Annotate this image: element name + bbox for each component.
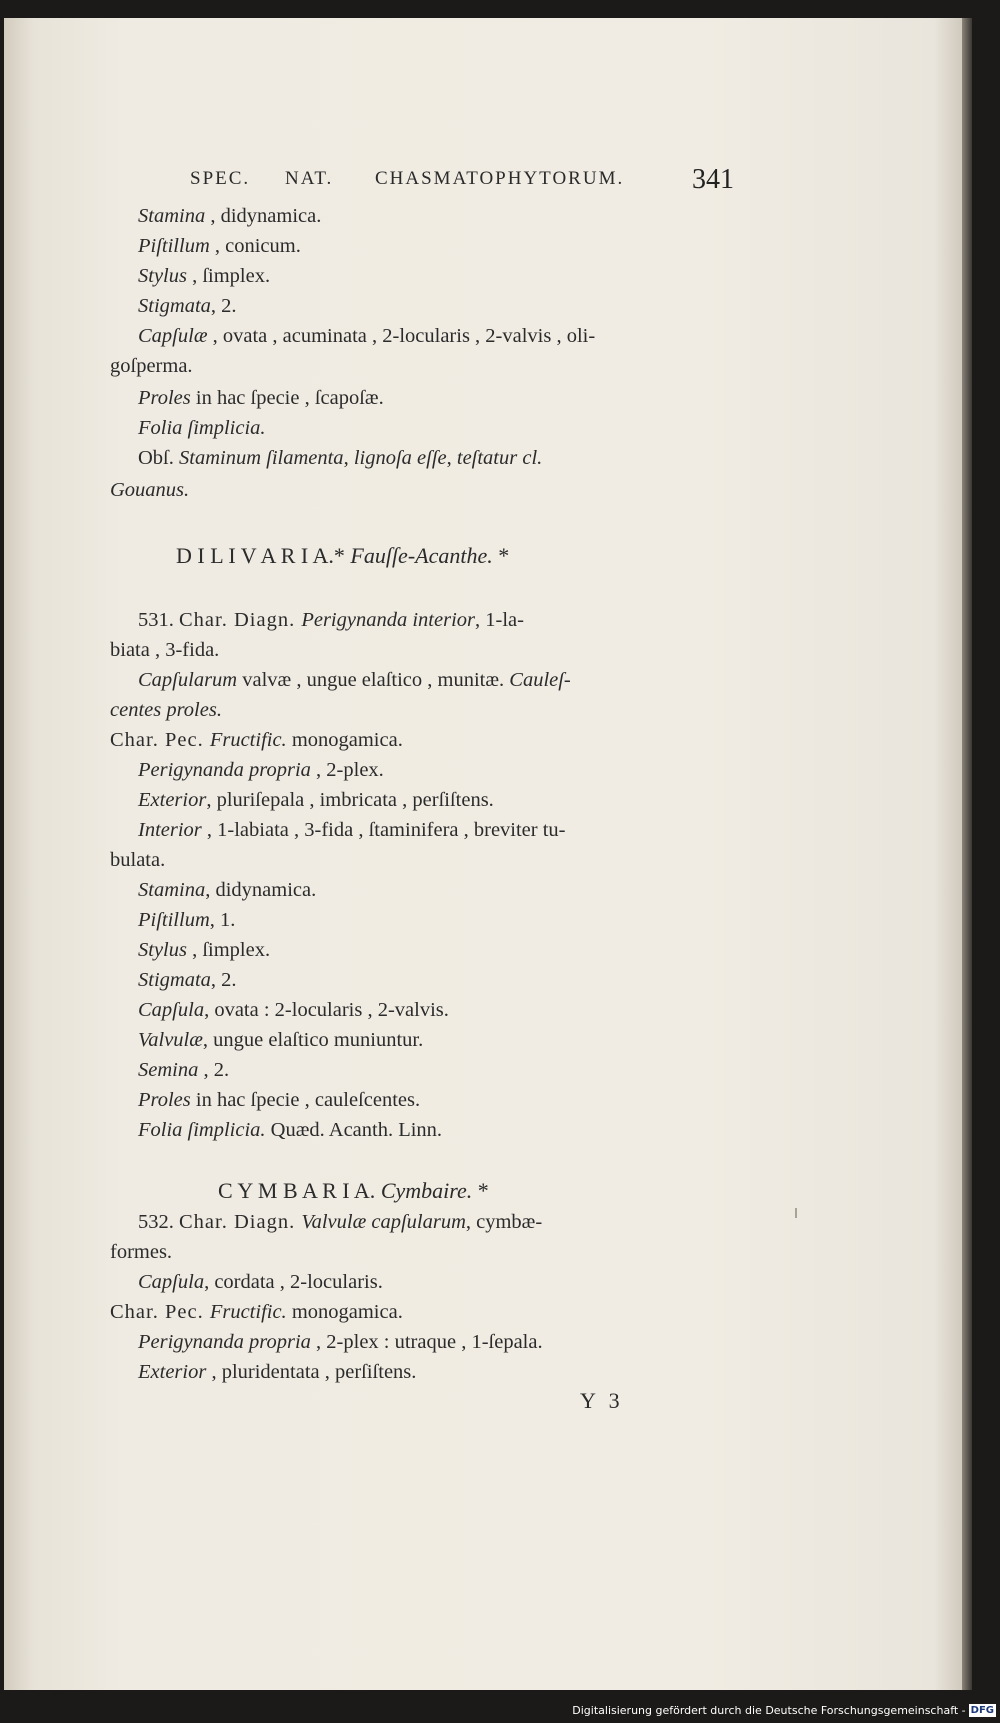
text-line: Perigynanda propria , 2-plex : utraque , 1-ſepala. bbox=[138, 1331, 543, 1353]
text-line: Capſularum valvæ , ungue elaſtico , munitæ. Cauleſ- bbox=[138, 669, 571, 691]
text-line: Gouanus. bbox=[110, 479, 190, 501]
text-line: Semina , 2. bbox=[138, 1059, 230, 1081]
genus-heading: C Y M B A R I A. Cymbaire. * bbox=[218, 1178, 489, 1203]
text-line: bulata. bbox=[110, 849, 166, 871]
genus-french: Fauſſe-Acanthe. bbox=[350, 543, 493, 568]
text-line: Exterior, pluriſepala , imbricata , perſiſtens. bbox=[138, 789, 494, 811]
genus-french: Cymbaire. bbox=[380, 1178, 473, 1203]
text-line: Piſtillum, 1. bbox=[138, 909, 236, 931]
text-line: Perigynanda propria , 2-plex. bbox=[138, 759, 384, 781]
text-line: 532. Char. Diagn. Valvulæ capſularum, cymbæ- bbox=[138, 1211, 543, 1233]
text-line: Char. Pec. Fructific. monogamica. bbox=[110, 729, 403, 751]
genus-title: D I L I V A R I A.* bbox=[176, 543, 345, 568]
text-line: formes. bbox=[110, 1241, 173, 1263]
text-line: Piſtillum , conicum. bbox=[138, 235, 301, 257]
text-line: goſperma. bbox=[110, 355, 193, 377]
signature-mark: Y 3 bbox=[580, 1388, 624, 1413]
text-line: Exterior , pluridentata , perſiſtens. bbox=[138, 1361, 417, 1383]
page-edge bbox=[962, 18, 972, 1690]
text-line: Stylus , ſimplex. bbox=[138, 265, 271, 287]
text-line: Proles in hac ſpecie , cauleſcentes. bbox=[138, 1089, 421, 1111]
text-line: biata , 3-fida. bbox=[110, 639, 220, 661]
text-line: Valvulæ, ungue elaſtico muniuntur. bbox=[138, 1029, 424, 1051]
genus-heading: D I L I V A R I A.* Fauſſe-Acanthe. * bbox=[176, 543, 510, 568]
text-line: Capſula, cordata , 2-locularis. bbox=[138, 1271, 383, 1293]
page-number: 341 bbox=[692, 164, 734, 195]
text-line: Folia ſimplicia. Quæd. Acanth. Linn. bbox=[138, 1119, 443, 1141]
genus-title: C Y M B A R I A. bbox=[218, 1178, 376, 1203]
text-line: Interior , 1-labiata , 3-fida , ſtaminifera , breviter tu- bbox=[138, 819, 566, 841]
header-right: CHASMATOPHYTORUM. bbox=[375, 168, 625, 189]
text-line: Capſula, ovata : 2-locularis , 2-valvis. bbox=[138, 999, 449, 1021]
dfg-logo: DFG bbox=[970, 1704, 994, 1716]
text-line: Char. Pec. Fructific. monogamica. bbox=[110, 1301, 403, 1323]
text-line: centes proles. bbox=[110, 699, 222, 721]
text-line: 531. Char. Diagn. Perigynanda interior, 1-la- bbox=[138, 609, 524, 631]
text-line: Stylus , ſimplex. bbox=[138, 939, 271, 961]
footer-credit bbox=[572, 1701, 996, 1719]
header-mid: NAT. bbox=[285, 168, 334, 189]
text-line: Capſulæ , ovata , acuminata , 2-locularis , 2-valvis , oli- bbox=[138, 325, 596, 347]
text-line: Folia ſimplicia. bbox=[138, 417, 266, 439]
text-line: Stigmata, 2. bbox=[138, 295, 237, 317]
text-line: Stamina, didynamica. bbox=[138, 879, 317, 901]
page-blemish bbox=[795, 1208, 797, 1218]
text-line: Stigmata, 2. bbox=[138, 969, 237, 991]
text-line: Stamina , didynamica. bbox=[138, 205, 322, 227]
text-line: Proles in hac ſpecie , ſcapoſæ. bbox=[138, 387, 384, 409]
text-line: Obſ. Staminum ſilamenta, lignoſa eſſe, teſtatur cl. bbox=[138, 447, 543, 469]
header-left: SPEC. bbox=[190, 168, 251, 189]
footer-text: Digitalisierung gefördert durch die Deutsche Forschungsgemeinschaft - bbox=[572, 1703, 966, 1717]
